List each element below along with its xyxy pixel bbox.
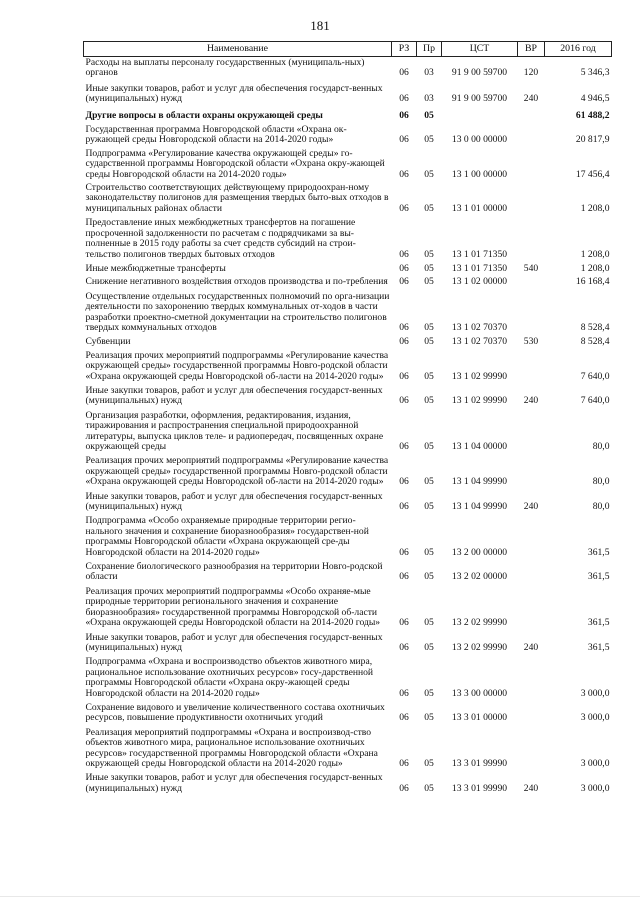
row-pr: 05 — [424, 202, 434, 214]
row-pr: 05 — [424, 476, 434, 488]
row-amount: 80,0 — [592, 441, 610, 452]
table-body — [84, 57, 612, 798]
table-row — [84, 83, 612, 110]
row-cst: 91 9 00 59700 — [451, 93, 508, 105]
row-name: Предоставление иных межбюджетных трансфертов на погашение просроченной задолженности по расчетам с подрядчиками за вы-полненные в 2015 году работы за счет средств субсидий на строи-тельство полигонов твердых бытовых отходов — [85, 217, 356, 260]
table-row — [84, 385, 612, 410]
row-rz: 06 — [399, 441, 409, 452]
table-row — [84, 586, 612, 632]
row-amount: 361,5 — [587, 571, 610, 583]
column-header-pr: Пр — [417, 42, 442, 57]
row-vr — [518, 727, 545, 773]
row-cst: 13 1 02 00000 — [451, 276, 508, 288]
row-rz: 06 — [399, 134, 409, 146]
row-vr — [518, 124, 545, 148]
row-name: Иные закупки товаров, работ и услуг для обеспечения государст-венных (муниципальных) нужд — [85, 82, 383, 105]
row-vr: 540 — [523, 262, 539, 274]
row-pr: 05 — [424, 336, 434, 348]
row-amount: 1 208,0 — [580, 248, 610, 260]
row-rz: 06 — [399, 476, 409, 488]
row-rz: 06 — [399, 571, 409, 583]
row-amount: 8 528,4 — [580, 336, 610, 348]
row-pr: 03 — [424, 93, 434, 105]
row-name: Расходы на выплаты персоналу государственных (муниципаль-ных) органов — [85, 57, 365, 79]
row-cst: 13 3 00 00000 — [451, 687, 508, 699]
row-amount: 361,5 — [587, 641, 610, 653]
row-cst: 13 1 00 00000 — [451, 168, 508, 180]
row-vr: 240 — [523, 395, 539, 407]
table-row — [84, 491, 612, 516]
row-vr — [518, 410, 545, 456]
column-header-cst: ЦСТ — [442, 42, 518, 57]
table-row — [84, 182, 612, 217]
row-amount: 17 456,4 — [575, 168, 610, 180]
row-cst: 13 2 02 00000 — [451, 571, 508, 583]
row-name: Реализация прочих мероприятий подпрограммы «Регулирование качества окружающей среды» государственной программы Новго-родской области «Охрана окружающей среды Новгородской об-ласти на 2014-2020 годы» — [85, 455, 389, 488]
row-name: Организация разработки, оформления, редактирования, издания, тиражирования и распространения специальной природоохранной литературы, выпуска циклов теле- и радиопередач, посвященных охране окружающей среды — [85, 409, 384, 452]
row-vr — [518, 455, 545, 490]
row-name: Снижение негативного воздействия отходов производства и по-требления — [85, 276, 388, 288]
row-name: Сохранение видового и увеличение количественного состава охотничьих ресурсов, повышение продуктивности охотничьих угодий — [85, 701, 385, 724]
column-header-year: 2016 год — [545, 42, 612, 57]
table-row — [84, 561, 612, 586]
row-cst: 13 1 02 70370 — [451, 336, 508, 348]
row-vr: 240 — [523, 641, 539, 653]
row-cst: 91 9 00 59700 — [451, 67, 508, 79]
row-pr: 05 — [424, 757, 434, 769]
row-amount: 5 346,3 — [580, 67, 610, 79]
row-vr — [518, 561, 545, 586]
column-header-rz: РЗ — [392, 42, 417, 57]
table-row — [84, 124, 612, 148]
row-name: Другие вопросы в области охраны окружающей среды — [85, 109, 323, 121]
row-pr: 05 — [424, 321, 434, 333]
row-amount: 3 000,0 — [580, 757, 610, 769]
row-vr — [518, 148, 545, 182]
row-name: Субвенции — [85, 336, 131, 348]
row-name: Осуществление отдельных государственных полномочий по орга-низации деятельности по захоронению твердых коммунальных от-ходов в части разработки проектно-сметной документации на строительство полигонов твердых коммунальных отходов — [85, 290, 390, 333]
table-row — [84, 702, 612, 727]
row-rz: 06 — [399, 712, 409, 724]
row-cst: 13 2 02 99990 — [451, 641, 508, 653]
row-cst: 13 0 00 00000 — [451, 134, 508, 146]
page-number: 181 — [310, 18, 330, 33]
column-header-vr: ВР — [518, 42, 545, 57]
row-amount: 361,5 — [587, 546, 610, 558]
row-rz: 06 — [399, 262, 409, 274]
row-pr: 05 — [424, 134, 434, 146]
row-pr: 05 — [424, 546, 434, 558]
row-pr: 05 — [424, 109, 434, 121]
row-vr: 240 — [523, 501, 539, 513]
row-rz: 06 — [399, 202, 409, 214]
column-header-name: Наименование — [84, 42, 392, 57]
row-vr — [518, 110, 545, 124]
table-row — [84, 57, 612, 83]
row-cst: 13 1 01 00000 — [451, 202, 508, 214]
row-cst: 13 1 04 99990 — [451, 476, 508, 488]
row-rz: 06 — [399, 687, 409, 699]
row-name: Сохранение биологического разнообразия на территории Новго-родской области — [85, 561, 383, 583]
row-amount: 7 640,0 — [580, 370, 610, 382]
row-name: Иные закупки товаров, работ и услуг для обеспечения государст-венных (муниципальных) нужд — [85, 772, 383, 794]
row-cst: 13 3 01 99990 — [451, 757, 508, 769]
row-rz: 06 — [399, 617, 409, 629]
row-pr: 05 — [424, 712, 434, 724]
row-cst: 13 1 02 99990 — [451, 395, 508, 407]
row-pr: 05 — [424, 782, 434, 794]
row-amount: 3 000,0 — [580, 712, 610, 724]
table-row — [84, 217, 612, 263]
row-amount: 3 000,0 — [580, 782, 610, 794]
row-pr: 05 — [424, 168, 434, 180]
row-cst — [442, 110, 518, 124]
row-cst: 13 2 00 00000 — [451, 546, 508, 558]
row-vr — [518, 586, 545, 632]
row-rz: 06 — [399, 93, 409, 105]
row-pr: 05 — [424, 370, 434, 382]
row-amount: 3 000,0 — [580, 687, 610, 699]
table-row — [84, 148, 612, 182]
row-pr: 05 — [424, 395, 434, 407]
row-amount: 4 946,5 — [580, 93, 610, 105]
row-cst: 13 2 02 99990 — [451, 617, 508, 629]
row-vr — [518, 291, 545, 337]
row-rz: 06 — [399, 321, 409, 333]
row-rz: 06 — [399, 67, 409, 79]
row-vr — [518, 350, 545, 385]
row-cst: 13 1 01 71350 — [451, 248, 508, 260]
row-pr: 05 — [424, 501, 434, 513]
row-rz: 06 — [399, 370, 409, 382]
row-cst: 13 1 01 71350 — [451, 262, 508, 274]
row-rz: 06 — [399, 248, 409, 260]
row-cst: 13 1 04 00000 — [451, 441, 508, 452]
row-pr: 03 — [424, 67, 434, 79]
row-amount: 16 168,4 — [575, 276, 610, 288]
row-rz: 06 — [399, 276, 409, 288]
row-rz: 06 — [399, 109, 409, 121]
table-row — [84, 455, 612, 490]
row-pr: 05 — [424, 571, 434, 583]
row-amount: 80,0 — [592, 476, 610, 488]
row-rz: 06 — [399, 546, 409, 558]
table-row — [84, 632, 612, 657]
row-cst: 13 3 01 00000 — [451, 712, 508, 724]
row-cst: 13 1 02 99990 — [451, 370, 508, 382]
row-vr: 120 — [523, 67, 539, 79]
table-header-row — [84, 42, 612, 57]
table-row — [84, 263, 612, 276]
row-pr: 05 — [424, 262, 434, 274]
row-vr: 240 — [523, 782, 539, 794]
row-rz: 06 — [399, 336, 409, 348]
row-amount: 20 817,9 — [575, 134, 610, 146]
table-row — [84, 410, 612, 456]
table-row — [84, 515, 612, 561]
table-row — [84, 110, 612, 124]
row-amount: 1 208,0 — [580, 262, 610, 274]
row-name: Подпрограмма «Регулирование качества окружающей среды» го-сударственной программы Новгородской области «Охрана окру-жающей среды Новгородской области на 2014-2020 годы» — [85, 147, 385, 180]
row-pr: 05 — [424, 641, 434, 653]
row-pr: 05 — [424, 617, 434, 629]
row-name: Строительство соответствующих действующему природоохран-ному законодательству полигонов для размещения твердых быто-вых отходов в муниципальных районах области — [85, 182, 389, 214]
row-amount: 1 208,0 — [580, 202, 610, 214]
row-name: Иные межбюджетные трансферты — [85, 262, 226, 274]
row-name: Подпрограмма «Охрана и воспроизводство объектов животного мира, рациональное использование охотничьих ресурсов» госу-дарственной программы Новгородской области «Охрана окру-жающей среды Новгородской области на 2014-2020 годы» — [85, 656, 374, 699]
row-name: Иные закупки товаров, работ и услуг для обеспечения государст-венных (муниципальных) нужд — [85, 490, 383, 513]
row-name: Реализация прочих мероприятий подпрограммы «Особо охраняе-мые природные территории регионального значения и сохранение биоразнообразия» государственной программы Новгородской об-ласти «Охрана окружающей среды Новгородской области на 2014-2020 годы» — [85, 585, 381, 629]
row-cst: 13 3 01 99990 — [451, 782, 508, 794]
row-cst: 13 1 04 99990 — [451, 501, 508, 513]
row-vr — [518, 515, 545, 561]
page-bottom-edge — [0, 896, 640, 897]
row-amount: 61 488,2 — [575, 109, 610, 121]
table-row — [84, 291, 612, 337]
row-name: Подпрограмма «Особо охраняемые природные территории регио-нального значения и сохранение биоразнообразия» государствен-ной программы Новгородской области «Охрана окружающей сре-ды Новгородской области на 2014-2020 годы» — [85, 515, 369, 558]
row-rz: 06 — [399, 395, 409, 407]
table-row — [84, 336, 612, 349]
table-row — [84, 727, 612, 773]
row-vr — [518, 182, 545, 217]
row-pr: 05 — [424, 276, 434, 288]
row-amount: 361,5 — [587, 617, 610, 629]
row-vr — [518, 656, 545, 702]
row-name: Реализация мероприятий подпрограммы «Охрана и воспроизвод-ство объектов животного мира, рациональное использование охотничьих ресурсов» государственной программы Новгородской области «Охрана окружающей среды Новгородской области на 2014-2020 годы» — [85, 726, 378, 769]
row-pr: 05 — [424, 248, 434, 260]
row-name: Государственная программа Новгородской области «Охрана ок-ружающей среды Новгородской области на 2014-2020 годы» — [85, 124, 347, 146]
row-rz: 06 — [399, 782, 409, 794]
table-row — [84, 656, 612, 702]
row-name: Реализация прочих мероприятий подпрограммы «Регулирование качества окружающей среды» государственной программы Новго-родской области «Охрана окружающей среды Новгородской об-ласти на 2014-2020 годы» — [85, 349, 389, 382]
row-amount: 7 640,0 — [580, 395, 610, 407]
row-name: Иные закупки товаров, работ и услуг для обеспечения государст-венных (муниципальных) нужд — [85, 384, 383, 407]
row-rz: 06 — [399, 168, 409, 180]
row-vr — [518, 702, 545, 727]
row-rz: 06 — [399, 757, 409, 769]
table-row — [84, 772, 612, 797]
row-cst: 13 1 02 70370 — [451, 321, 508, 333]
row-amount: 80,0 — [592, 501, 610, 513]
row-vr — [518, 217, 545, 263]
table-row — [84, 350, 612, 385]
row-vr: 240 — [523, 93, 539, 105]
budget-table — [83, 41, 612, 797]
row-amount: 8 528,4 — [580, 321, 610, 333]
row-rz: 06 — [399, 641, 409, 653]
row-name: Иные закупки товаров, работ и услуг для обеспечения государст-венных (муниципальных) нужд — [85, 631, 383, 653]
row-pr: 05 — [424, 687, 434, 699]
table-row — [84, 276, 612, 290]
row-pr: 05 — [424, 441, 434, 452]
row-vr — [518, 276, 545, 290]
row-rz: 06 — [399, 501, 409, 513]
row-vr: 530 — [523, 336, 539, 348]
